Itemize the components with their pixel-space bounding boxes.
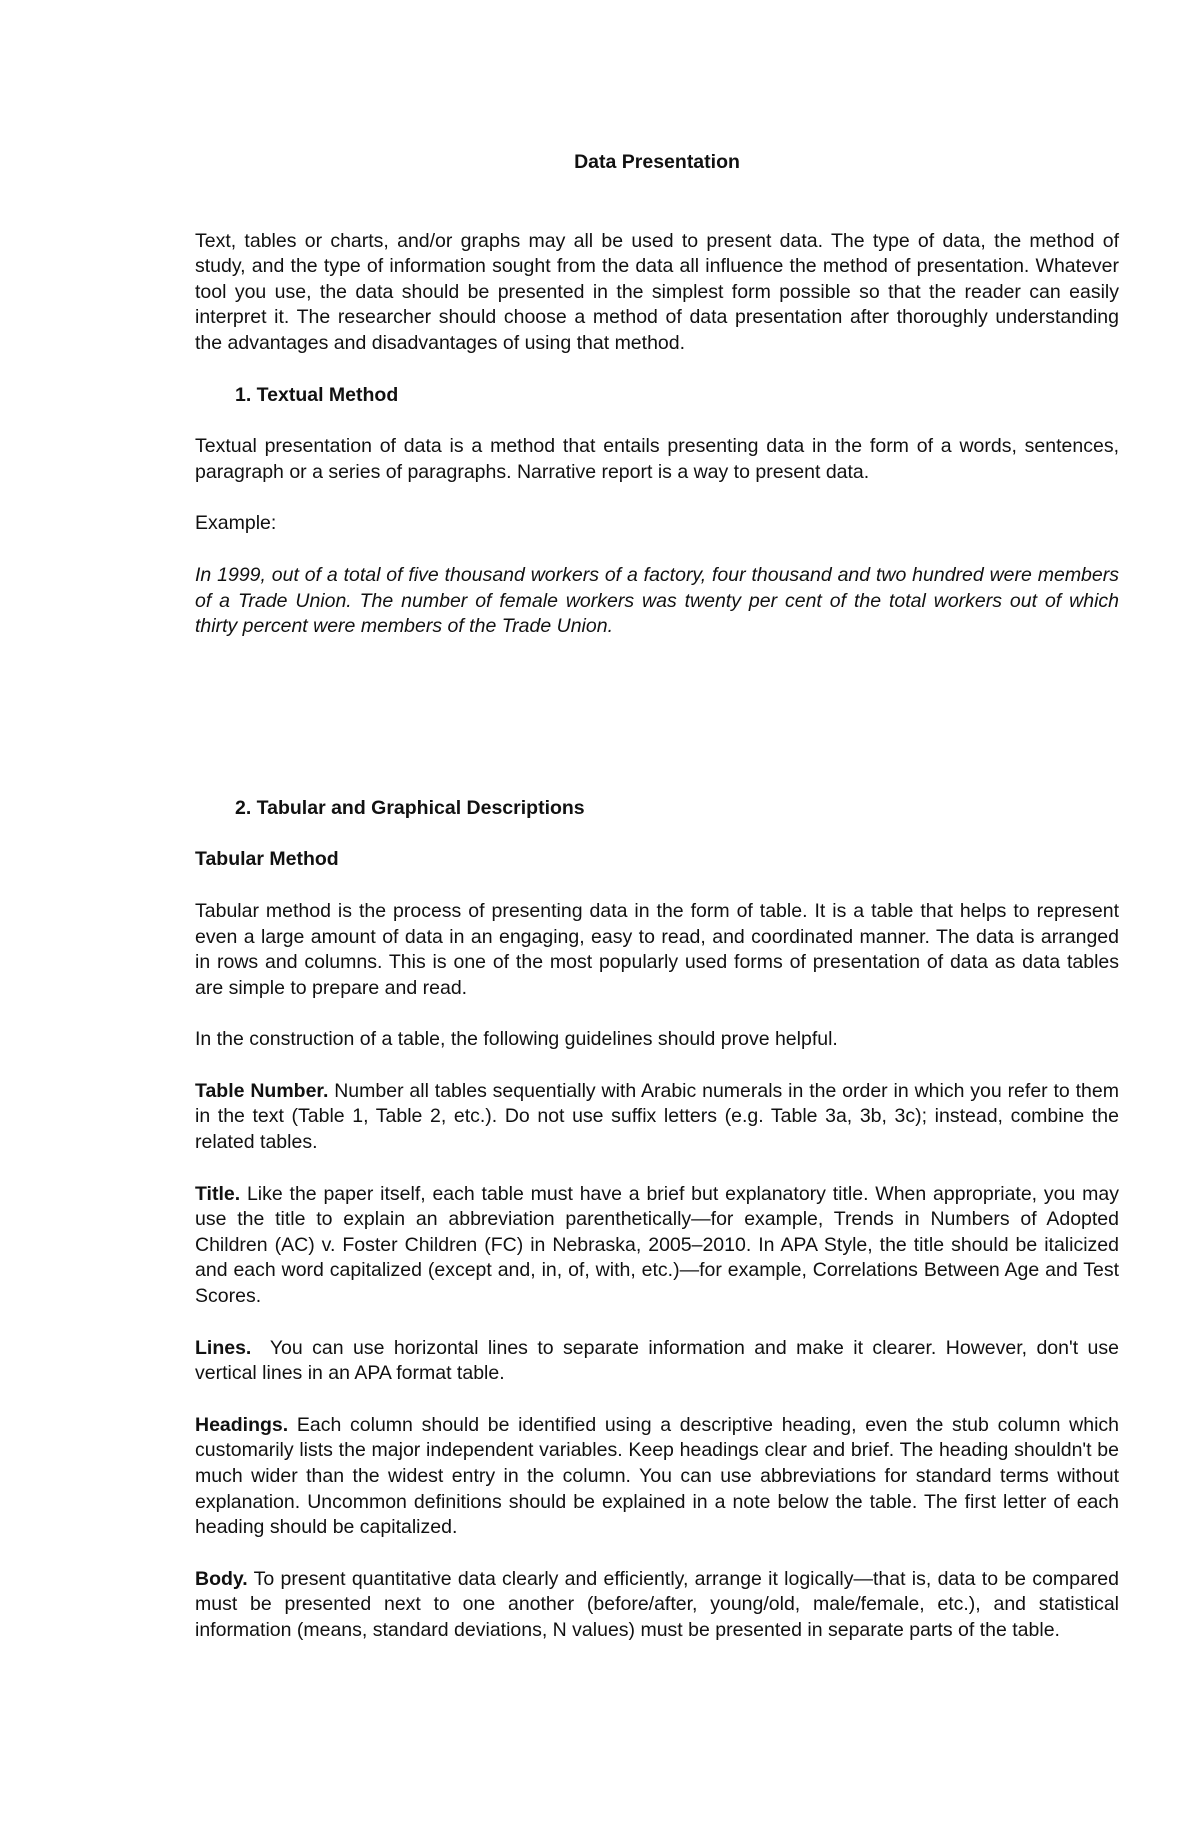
guideline-headings	[195, 1413, 1119, 1541]
tabular-method-heading: Tabular Method	[195, 848, 339, 871]
guideline-term: Title.	[195, 1182, 241, 1205]
guidelines-intro: In the construction of a table, the following guidelines should prove helpful.	[195, 1028, 838, 1051]
guideline-title	[195, 1182, 1119, 1310]
page-spacer	[195, 640, 1119, 796]
document-title: Data Presentation	[574, 151, 740, 173]
guideline-term: Body.	[195, 1567, 248, 1590]
document-page	[195, 150, 1125, 1644]
guideline-text: Number all tables sequentially with Arabic numerals in the order in which you refer to them in the text (Table 1, Table 2, etc.). Do not use suffix letters (e.g. Table 3a, 3b, 3c); instead, combine the related tables.	[195, 1079, 1119, 1154]
guideline-text: To present quantitative data clearly and efficiently, arrange it logically—that is, data to be compared must be presented next to one another (before/after, young/old, male/female, etc.), and statistical information (means, standard deviations, N values) must be presented in separate parts of the table.	[195, 1567, 1119, 1641]
guideline-term: Table Number.	[195, 1079, 329, 1102]
tabular-method-paragraph: Tabular method is the process of presenting data in the form of table. It is a table that helps to represent even a large amount of data in an engaging, easy to read, and coordinated manner. The data is arranged in rows and columns. This is one of the most popularly used forms of presentation of data as data tables are simple to prepare and read.	[195, 899, 1119, 999]
guideline-text: Each column should be identified using a descriptive heading, even the stub column which customarily lists the major independent variables. Keep headings clear and brief. The heading shouldn't be much wider than the widest entry in the column. You can use abbreviations for standard terms without explanation. Uncommon definitions should be explained in a note below the table. The first letter of each heading should be capitalized.	[195, 1413, 1119, 1539]
section-1-heading: 1. Textual Method	[235, 383, 399, 406]
example-paragraph: In 1999, out of a total of five thousand workers of a factory, four thousand and two hundred were members of a Trade Union. The number of female workers was twenty per cent of the total workers out of which thirty percent were members of the Trade Union.	[195, 563, 1119, 638]
guideline-table-number	[195, 1079, 1119, 1156]
guideline-text: You can use horizontal lines to separate information and make it clearer. However, don't use vertical lines in an APA format table.	[195, 1336, 1125, 1385]
section-2-heading: 2. Tabular and Graphical Descriptions	[235, 796, 585, 819]
section-1-paragraph: Textual presentation of data is a method that entails presenting data in the form of a words, sentences, paragraph or a series of paragraphs. Narrative report is a way to present data.	[195, 435, 1119, 483]
guideline-lines	[195, 1336, 1125, 1387]
guideline-body	[195, 1567, 1119, 1644]
intro-paragraph: Text, tables or charts, and/or graphs may all be used to present data. The type of data, the method of study, and the type of information sought from the data all influence the method of presentation. Whatever tool you use, the data should be presented in the simplest form possible so that the reader can easily interpret it. The researcher should choose a method of data presentation after thoroughly understanding the advantages and disadvantages of using that method.	[195, 229, 1119, 354]
guideline-text: Like the paper itself, each table must have a brief but explanatory title. When appropriate, you may use the title to explain an abbreviation parenthetically—for example, Trends in Numbers of Adopted Children (AC) v. Foster Children (FC) in Nebraska, 2005–2010. In APA Style, the title should be italicized and each word capitalized (except and, in, of, with, etc.)—for example, Correlations Between Age and Test Scores.	[195, 1182, 1119, 1308]
guideline-term: Lines.	[195, 1336, 252, 1359]
guideline-term: Headings.	[195, 1413, 289, 1436]
example-label: Example:	[195, 512, 277, 535]
